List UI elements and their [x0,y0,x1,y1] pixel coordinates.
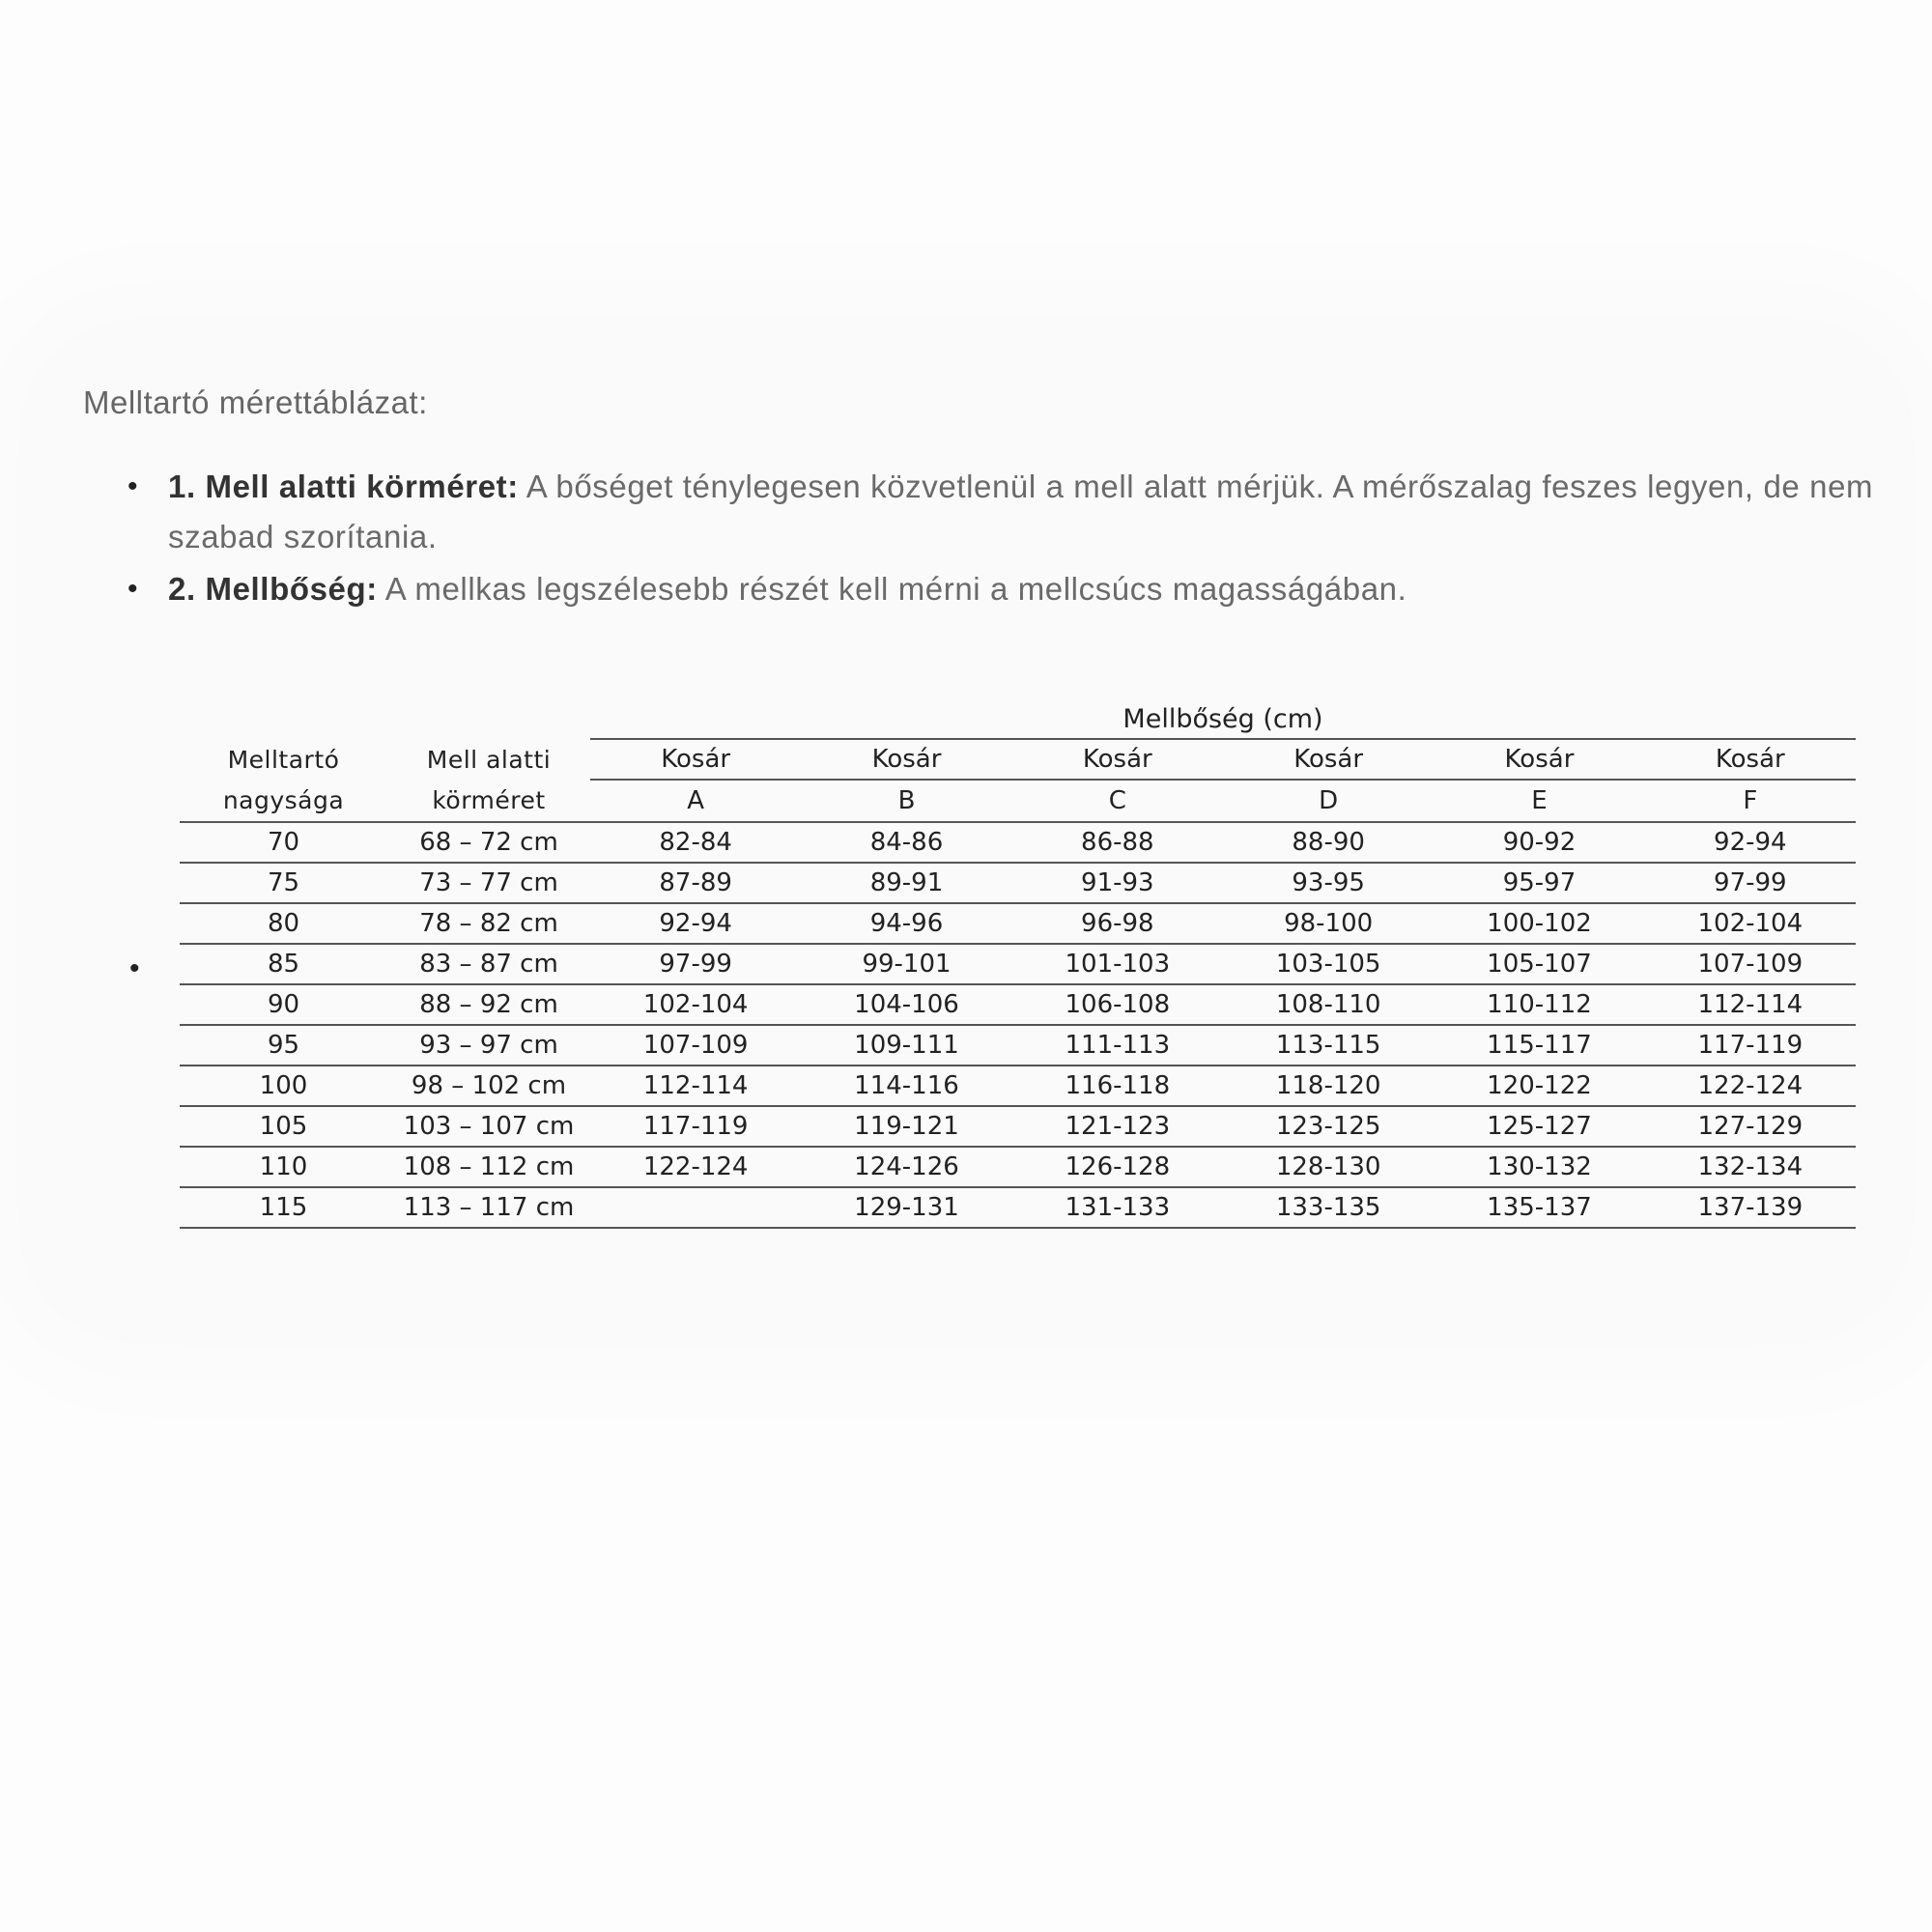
bra-size-table [180,699,1856,1229]
instruction-text: A bőséget ténylegesen közvetlenül a mell alatt mérjük. A mérőszalag feszes legyen, de nem szabad szorítania. [168,469,1874,554]
cell-cup-a: 112-114 [590,1065,801,1106]
cell-cup-d: 98-100 [1223,903,1434,944]
cell-cup-f: 107-109 [1645,944,1856,984]
cell-cup-c: 131-133 [1012,1187,1223,1228]
cell-cup-b: 84-86 [801,822,1011,863]
cell-cup-d: 118-120 [1223,1065,1434,1106]
table-row [180,1025,1856,1065]
cell-underbust: 113 – 117 cm [387,1187,590,1228]
cell-cup-c: 91-93 [1012,863,1223,903]
header-size-line2: nagysága [180,780,387,822]
page-intro: Melltartó mérettáblázat: [83,384,428,420]
header-cup-letter: A [590,780,801,822]
cell-cup-c: 96-98 [1012,903,1223,944]
cell-cup-c: 116-118 [1012,1065,1223,1106]
cell-cup-e: 115-117 [1434,1025,1644,1065]
instruction-title: 2. Mellbőség: [168,571,378,607]
cell-bra-size: 90 [180,984,387,1025]
cell-cup-d: 133-135 [1223,1187,1434,1228]
cell-cup-b: 129-131 [801,1187,1011,1228]
cell-cup-e: 105-107 [1434,944,1644,984]
cell-cup-e: 135-137 [1434,1187,1644,1228]
cell-cup-b: 124-126 [801,1147,1011,1187]
instruction-item [131,462,1880,562]
cell-cup-e: 120-122 [1434,1065,1644,1106]
header-cup-letter: D [1223,780,1434,822]
cell-cup-e: 130-132 [1434,1147,1644,1187]
header-cup-letter: C [1012,780,1223,822]
cell-cup-b: 94-96 [801,903,1011,944]
cell-cup-f: 127-129 [1645,1106,1856,1147]
cell-underbust: 93 – 97 cm [387,1025,590,1065]
instruction-title: 1. Mell alatti körméret: [168,469,519,504]
cell-cup-b: 119-121 [801,1106,1011,1147]
cell-cup-f: 97-99 [1645,863,1856,903]
cell-bra-size: 80 [180,903,387,944]
cell-cup-a: 82-84 [590,822,801,863]
cell-cup-f: 112-114 [1645,984,1856,1025]
bullet-icon: • [129,952,140,984]
cell-cup-c: 101-103 [1012,944,1223,984]
cell-cup-e: 125-127 [1434,1106,1644,1147]
cell-bra-size: 85 [180,944,387,984]
cell-cup-a: 97-99 [590,944,801,984]
cell-underbust: 98 – 102 cm [387,1065,590,1106]
table-row [180,944,1856,984]
cell-cup-a: 87-89 [590,863,801,903]
table-header-row [180,739,1856,780]
cell-cup-c: 106-108 [1012,984,1223,1025]
instruction-text: A mellkas legszélesebb részét kell mérni a mellcsúcs magasságában. [377,571,1407,607]
table-row [180,1147,1856,1187]
cell-cup-c: 111-113 [1012,1025,1223,1065]
table-row [180,822,1856,863]
cell-underbust: 78 – 82 cm [387,903,590,944]
cell-underbust: 103 – 107 cm [387,1106,590,1147]
cell-bra-size: 70 [180,822,387,863]
cell-cup-f: 122-124 [1645,1065,1856,1106]
header-cup-label: Kosár [1223,739,1434,780]
instruction-item [131,564,1880,614]
cell-bra-size: 105 [180,1106,387,1147]
measurement-instructions [131,462,1880,616]
cell-cup-e: 110-112 [1434,984,1644,1025]
table-header-row [180,699,1856,739]
cell-cup-e: 95-97 [1434,863,1644,903]
header-cup-letter: B [801,780,1011,822]
table-body [180,822,1856,1228]
table-row [180,863,1856,903]
table-row [180,1106,1856,1147]
cell-cup-a: 107-109 [590,1025,801,1065]
table-row [180,1187,1856,1228]
cell-bra-size: 75 [180,863,387,903]
cell-underbust: 68 – 72 cm [387,822,590,863]
cell-cup-f: 102-104 [1645,903,1856,944]
cell-bra-size: 95 [180,1025,387,1065]
cell-underbust: 88 – 92 cm [387,984,590,1025]
cell-cup-b: 114-116 [801,1065,1011,1106]
cell-cup-a: 122-124 [590,1147,801,1187]
header-cup-label: Kosár [590,739,801,780]
cell-cup-b: 109-111 [801,1025,1011,1065]
cell-underbust: 108 – 112 cm [387,1147,590,1187]
header-cup-letter: E [1434,780,1644,822]
cell-cup-f: 117-119 [1645,1025,1856,1065]
table-row [180,984,1856,1025]
cell-cup-a: 117-119 [590,1106,801,1147]
table-row [180,1065,1856,1106]
cell-cup-b: 99-101 [801,944,1011,984]
cell-cup-d: 88-90 [1223,822,1434,863]
cell-cup-c: 126-128 [1012,1147,1223,1187]
table-row [180,903,1856,944]
cell-bra-size: 100 [180,1065,387,1106]
cell-cup-e: 100-102 [1434,903,1644,944]
cell-cup-d: 128-130 [1223,1147,1434,1187]
cell-cup-f: 137-139 [1645,1187,1856,1228]
cell-underbust: 73 – 77 cm [387,863,590,903]
cell-underbust: 83 – 87 cm [387,944,590,984]
cell-cup-f: 132-134 [1645,1147,1856,1187]
chest-size-group-header: Mellbőség (cm) [590,699,1856,739]
cell-cup-d: 108-110 [1223,984,1434,1025]
cell-cup-c: 86-88 [1012,822,1223,863]
cell-cup-d: 93-95 [1223,863,1434,903]
table-header-row [180,780,1856,822]
header-cup-label: Kosár [1434,739,1644,780]
header-cup-label: Kosár [801,739,1011,780]
cell-cup-a: 102-104 [590,984,801,1025]
header-underbust-line2: körméret [387,780,590,822]
header-cup-letter: F [1645,780,1856,822]
cell-cup-b: 104-106 [801,984,1011,1025]
cell-cup-e: 90-92 [1434,822,1644,863]
header-cup-label: Kosár [1012,739,1223,780]
header-cup-label: Kosár [1645,739,1856,780]
cell-cup-d: 103-105 [1223,944,1434,984]
cell-bra-size: 115 [180,1187,387,1228]
cell-cup-a: 92-94 [590,903,801,944]
header-underbust-line1: Mell alatti [426,745,552,774]
cell-cup-d: 123-125 [1223,1106,1434,1147]
cell-bra-size: 110 [180,1147,387,1187]
cell-cup-b: 89-91 [801,863,1011,903]
header-size-line1: Melltartó [227,745,340,774]
cell-cup-f: 92-94 [1645,822,1856,863]
cell-cup-a [590,1187,801,1228]
cell-cup-d: 113-115 [1223,1025,1434,1065]
cell-cup-c: 121-123 [1012,1106,1223,1147]
